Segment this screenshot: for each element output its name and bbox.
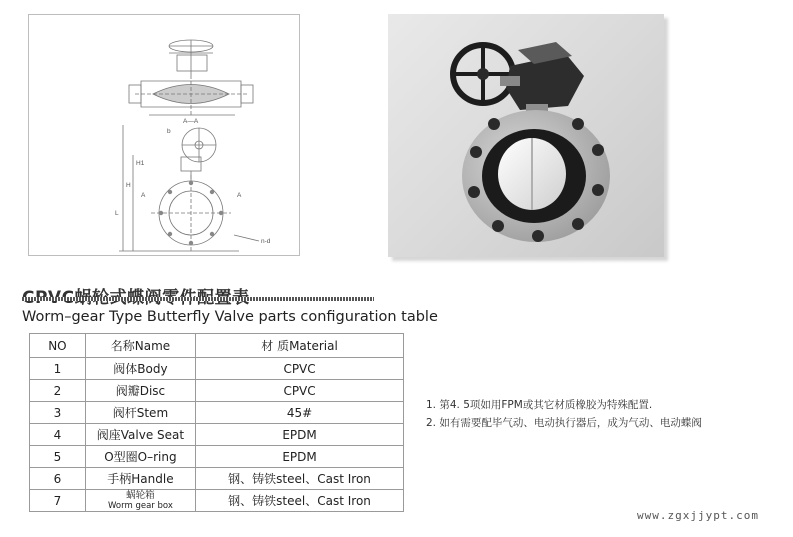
table-row [30, 402, 404, 424]
row-no: 2 [30, 380, 86, 402]
table-title-english: Worm–gear Type Butterfly Valve parts configuration table [22, 309, 438, 325]
table-title-chinese [22, 283, 250, 308]
table-row [30, 424, 404, 446]
dim-label-a2: A [237, 192, 242, 199]
row-name: 阀瓣Disc [85, 380, 195, 402]
technical-drawing [28, 14, 300, 256]
row-name-cn: 蜗轮箱 [126, 489, 155, 501]
table-header-row [30, 334, 404, 358]
row-name-en: Worm gear box [108, 500, 173, 511]
product-photo [388, 14, 664, 257]
parts-table [29, 333, 404, 512]
table-row [30, 490, 404, 512]
table-row [30, 380, 404, 402]
row-no: 3 [30, 402, 86, 424]
note-item: 1. 第4. 5项如用FPM或其它材质橡胶为特殊配置. [426, 399, 653, 411]
drawing-svg [29, 15, 301, 257]
dim-label-h: H [126, 182, 131, 189]
section-label: A—A [183, 118, 199, 125]
table-row [30, 446, 404, 468]
title-underline [22, 297, 374, 301]
row-material: 钢、铸铁steel、Cast Iron [196, 490, 404, 512]
row-name-stacked [85, 490, 195, 512]
watermark-url: www.zgxjjypt.com [637, 509, 759, 522]
row-material: EPDM [196, 424, 404, 446]
row-material: EPDM [196, 446, 404, 468]
valve-illustration [388, 14, 664, 257]
row-material: CPVC [196, 358, 404, 380]
row-name: O型圈O–ring [85, 446, 195, 468]
row-name: 阀体Body [85, 358, 195, 380]
row-no: 5 [30, 446, 86, 468]
row-material: 45# [196, 402, 404, 424]
header-material: 材 质Material [196, 334, 404, 358]
row-name: 手柄Handle [85, 468, 195, 490]
row-no: 4 [30, 424, 86, 446]
row-material: CPVC [196, 380, 404, 402]
row-no: 6 [30, 468, 86, 490]
notes [426, 396, 702, 432]
dim-label-b: b [167, 128, 171, 135]
header-no: NO [30, 334, 86, 358]
row-material: 钢、铸铁steel、Cast Iron [196, 468, 404, 490]
table-row [30, 358, 404, 380]
note-item: 2. 如有需要配毕气动、电动执行器后，成为气动、电动蝶阀 [426, 417, 702, 429]
dim-label-l: L [115, 210, 119, 217]
header-name: 名称Name [85, 334, 195, 358]
dim-label-nd: n-d [261, 238, 271, 245]
row-no: 1 [30, 358, 86, 380]
row-no: 7 [30, 490, 86, 512]
top-gearbox [177, 55, 207, 71]
row-name: 阀座Valve Seat [85, 424, 195, 446]
table-row [30, 468, 404, 490]
dim-label-a1: A [141, 192, 146, 199]
dim-label-h1: H1 [136, 160, 145, 167]
row-name: 阀杆Stem [85, 402, 195, 424]
